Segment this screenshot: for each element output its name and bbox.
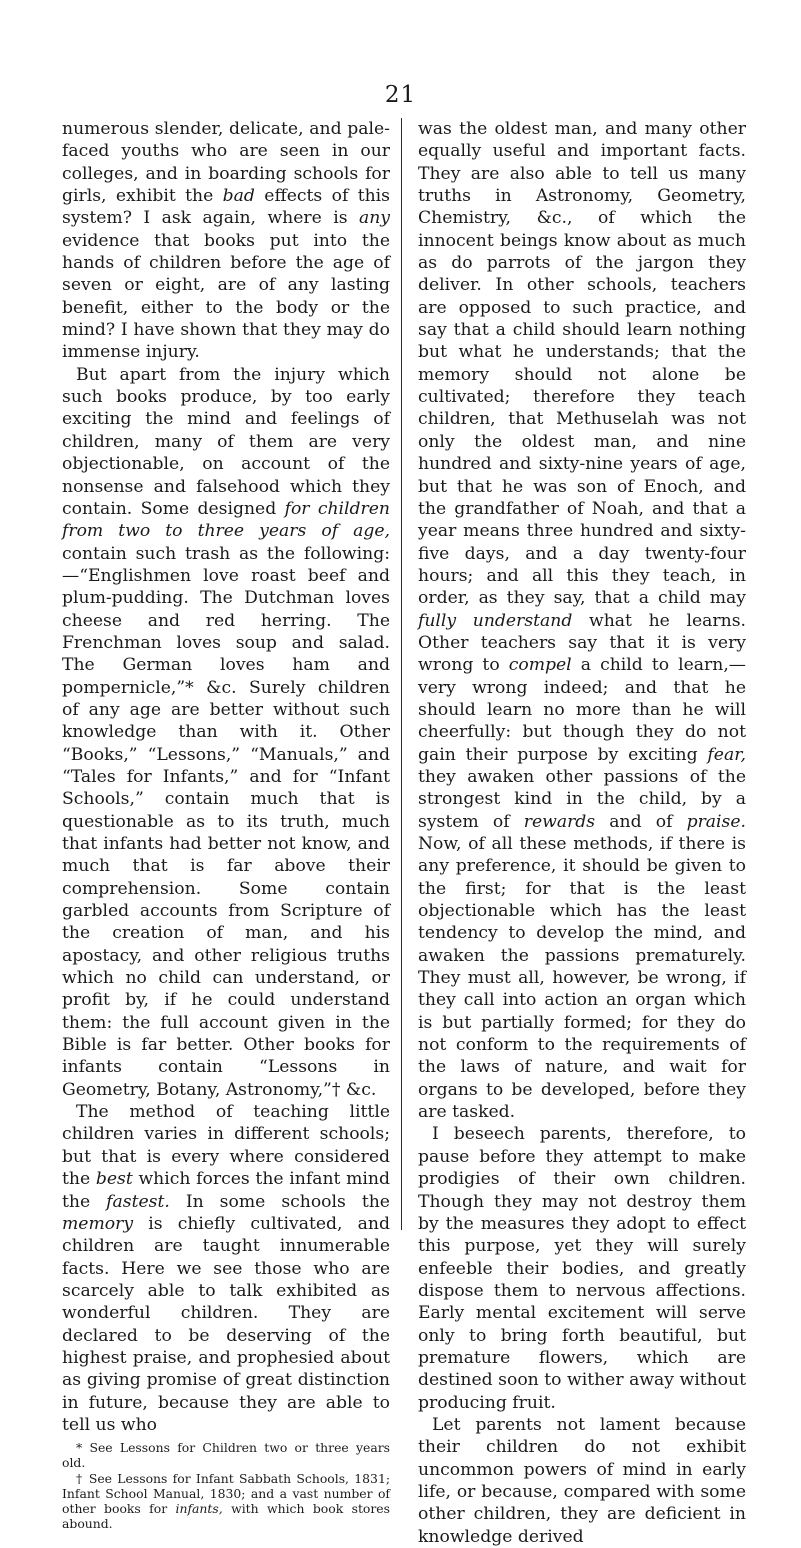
right-column bbox=[418, 118, 746, 1548]
paragraph: I beseech parents, therefore, to pause before they attempt to make prodigies of their own children. Though they may not destroy them by the measures they adopt to effect this purpose, yet they will surely enfeeble their bodies, and greatly dispose them to nervous affections. Early mental excitement will serve only to bring forth beautiful, but premature flowers, which are destined soon to wither away without producing fruit. bbox=[418, 1124, 746, 1413]
footnotes bbox=[62, 1440, 390, 1531]
paragraph: was the oldest man, and many other equally useful and important facts. They are also able to tell us many truths in Astronomy, Geometry, Chemistry, &c., of which the innocent beings know about as much as do parrots of the jargon they deliver. In other schools, teachers are opposed to such practice, and say that a child should learn nothing but what he understands; that the memory should not alone be cultivated; therefore they teach children, that Methuselah was not only the oldest man, and nine hundred and sixty-nine years of age, but that he was son of Enoch, and the grandfather of Noah, and that a year means three hundred and sixty-five days, and a day twenty-four hours; and all this they teach, in order, as they say, that a child may fully understand what he learns. Other teachers say that it is very wrong to compel a child to learn,—very wrong indeed; and that he should learn no more than he will cheerfully: but though they do not gain their purpose by exciting fear, they awaken other passions of the strongest kind in the child, by a system of rewards and of praise. Now, of all these methods, if there is any preference, it should be given to the first; for that is the least objectionable which has the least tendency to develop the mind, and awaken the passions prematurely. They must all, however, be wrong, if they call into action an organ which is but partially formed; for they do not conform to the requirements of the laws of nature, and wait for organs to be developed, before they are tasked. bbox=[418, 119, 746, 1123]
footnote: † See Lessons for Infant Sabbath Schools, 1831; Infant School Manual, 1830; and a vast number of other books for infants, with which book stores abound. bbox=[62, 1470, 390, 1532]
left-column bbox=[62, 118, 390, 1532]
page-number: 21 bbox=[384, 82, 417, 108]
paragraph: The method of teaching little children varies in different schools; but that is every where considered the best which forces the infant mind the fastest. In some schools the memory is chiefly cultivated, and children are taught innumerable facts. Here we see those who are scarcely able to talk exhibited as wonderful children. They are declared to be deserving of the highest praise, and prophesied about as giving promise of great distinction in future, because they are able to tell us who bbox=[62, 1102, 390, 1435]
paragraph: Let parents not lament because their children do not exhibit uncommon powers of mind in early life, or because, compared with some other children, they are deficient in knowledge derived bbox=[418, 1414, 746, 1547]
paragraph: But apart from the injury which such books produce, by too early exciting the mind and feelings of children, many of them are very objectionable, on account of the nonsense and falsehood which they contain. Some designed for children from two to three years of age, contain such trash as the following:—“Englishmen love roast beef and plum-pudding. The Dutchman loves cheese and red herring. The Frenchman loves soup and salad. The German loves ham and pompernicle,”* &c. Surely children of any age are better without such knowledge than with it. Other “Books,” “Lessons,” “Manuals,” and “Tales for Infants,” and for “Infant Schools,” contain much that is questionable as to its truth, much that infants had better not know, and much that is far above their comprehension. Some contain garbled accounts from Scripture of the creation of man, and his apostacy, and other religious truths which no child can understand, or profit by, if he could understand them: the full account given in the Bible is far better. Other books for infants contain “Lessons in Geometry, Botany, Astronomy,”† &c. bbox=[62, 364, 390, 1100]
column-divider bbox=[401, 118, 402, 1230]
paragraph: numerous slender, delicate, and pale-faced youths who are seen in our colleges, and in boarding schools for girls, exhibit the bad effects of this system? I ask again, where is any evidence that books put into the hands of children before the age of seven or eight, are of any lasting benefit, either to the body or the mind? I have shown that they may do immense injury. bbox=[62, 119, 390, 363]
footnote: * See Lessons for Children two or three years old. bbox=[62, 1440, 390, 1471]
